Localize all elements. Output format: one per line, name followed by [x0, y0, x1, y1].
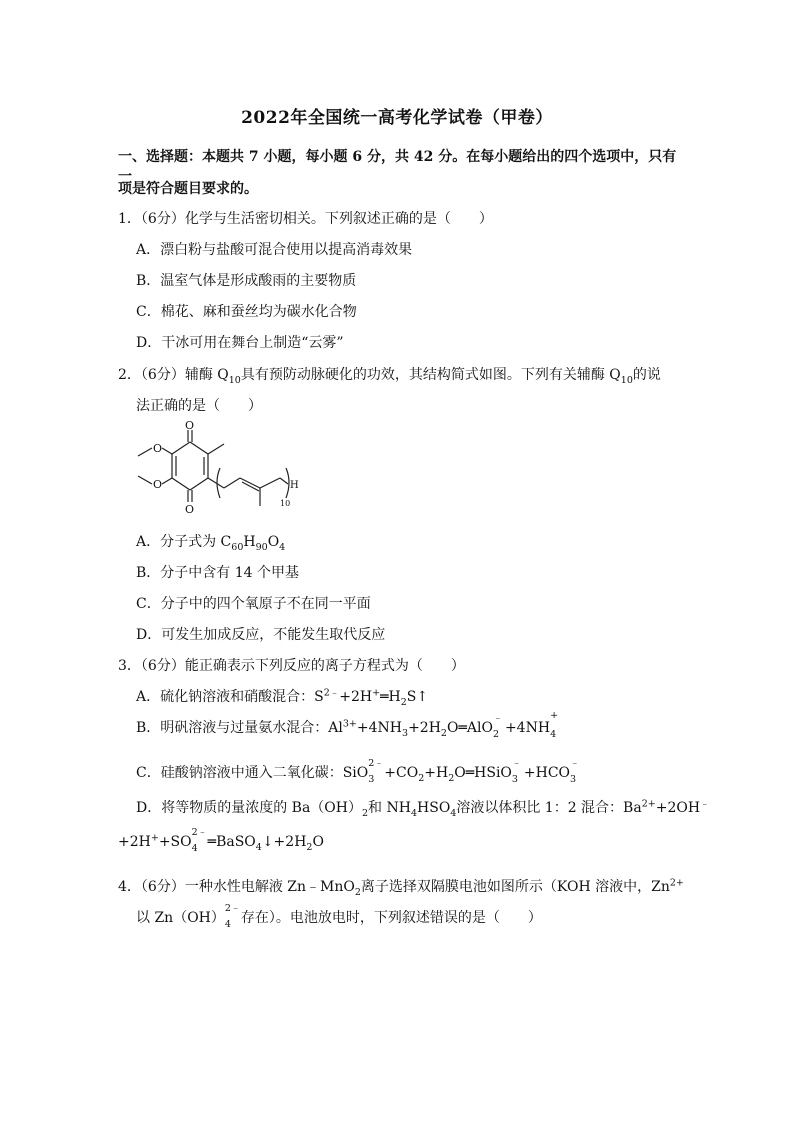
q3-option-a	[136, 686, 428, 706]
q3-c-mid4: +HCO	[523, 765, 571, 781]
q2-a-sub3: 4	[279, 541, 286, 553]
q3-a-sup2: +	[372, 687, 381, 699]
q4-stack	[224, 903, 241, 930]
q3-d2-sub: 4	[255, 841, 262, 853]
q3-d-text: D．将等物质的量浓度的 Ba（OH）	[136, 800, 362, 816]
q3-d2-sub2: 2	[306, 841, 313, 853]
q3-c-sub1: 2	[418, 772, 425, 784]
q3-c-stack2	[511, 758, 524, 785]
q3-c-stack1-bot: 3	[368, 774, 375, 785]
q3-a-mid2: ═H	[380, 689, 401, 705]
q2-sub: 10	[228, 374, 241, 386]
q3-d2-stack-bot: 4	[191, 843, 198, 854]
q3-c-stack3-top: ﹣	[570, 758, 580, 769]
q3-a-end: S↑	[406, 689, 429, 705]
q4-stack-bot: 4	[224, 919, 231, 930]
q3-option-b	[136, 710, 562, 740]
q3-a-mid: +2H	[339, 689, 373, 705]
q4-sup1: 2+	[669, 877, 684, 889]
q2-a-sub1: 60	[231, 541, 244, 553]
svg-text:O: O	[185, 503, 195, 516]
q4-sub1: 2	[354, 886, 361, 898]
q1-option-d: D．干冰可用在舞台上制造“云雾”	[136, 335, 344, 351]
q3-b-sub1: 3	[402, 727, 409, 739]
q4-stem-line2	[136, 903, 542, 930]
q3-a-sub: 2	[400, 696, 407, 708]
structure-repeat-count: 10	[280, 499, 291, 508]
q3-option-c	[136, 758, 582, 785]
q3-d-mid4: +2OH	[655, 800, 701, 816]
q2-option-c: C．分子中的四个氧原子不在同一平面	[136, 596, 371, 612]
q3-c-mid1: +CO	[384, 765, 419, 781]
q3-option-d-line2	[118, 827, 324, 854]
q1-option-a: A．漂白粉与盐酸可混合使用以提高消毒效果	[136, 242, 413, 258]
q3-b-mid2: +2H	[408, 720, 441, 736]
q3-c-stack3	[570, 758, 582, 785]
q3-c-stack1-top: 2﹣	[368, 758, 384, 769]
q2-stem-line2: 法正确的是（ ）	[136, 398, 262, 414]
q3-c-sub2: 2	[448, 772, 455, 784]
q2-stem	[118, 364, 661, 384]
q3-d-mid2: HSO	[417, 800, 451, 816]
section-header-line2: 项是符合题目要求的。	[118, 181, 258, 197]
q2-a-mid1: H	[243, 534, 256, 550]
q3-c-text: C．硅酸钠溶液中通入二氧化碳：SiO	[136, 765, 369, 781]
q3-a-text: A．硫化钠溶液和硝酸混合：S	[136, 689, 324, 705]
q4-line2-pre: 以 Zn（OH）	[136, 910, 225, 926]
structure-h-label: H	[290, 480, 299, 491]
svg-text:O: O	[153, 442, 163, 455]
q3-d-mid3: 溶液以体积比 1：2 混合：Ba	[456, 800, 642, 816]
q2-a-pre: A．分子式为 C	[136, 534, 232, 550]
q3-b-stack1-bot: 2	[492, 729, 499, 740]
q2-option-d: D．可发生加成反应，不能发生取代反应	[136, 627, 386, 643]
q3-d2-b: +SO	[158, 834, 192, 850]
q3-option-d	[136, 797, 710, 817]
q3-b-mid1: +4NH	[356, 720, 403, 736]
q2-stem-pre: 2．（6分）辅酶 Q	[118, 367, 229, 383]
q3-d2-e: O	[312, 834, 324, 850]
q1-option-b: B．温室气体是形成酸雨的主要物质	[136, 273, 357, 289]
q3-c-stack1	[368, 758, 384, 785]
q2-sub-2: 10	[620, 374, 633, 386]
q3-b-sub2: 2	[440, 727, 447, 739]
svg-text:O: O	[185, 420, 195, 432]
section-header-line1: 一、选择题：本题共 7 小题，每小题 6 分，共 42 分。在每小题给出的四个选项中，只有一	[118, 149, 677, 185]
q3-c-stack3-bot: 3	[570, 774, 577, 785]
q2-option-b: B．分子中含有 14 个甲基	[136, 565, 300, 581]
q3-c-stack2-bot: 3	[511, 774, 518, 785]
q3-d-sub2: 4	[410, 807, 418, 819]
q3-b-stack2	[550, 710, 562, 740]
q2-a-mid2: O	[267, 534, 280, 550]
q1-option-c: C．棉花、麻和蚕丝均为碳水化合物	[136, 304, 357, 320]
q3-c-stack2-top: ﹣	[511, 758, 522, 769]
q2-a-sub2: 90	[255, 541, 268, 553]
q1-stem: 1．（6分）化学与生活密切相关。下列叙述正确的是（ ）	[118, 211, 493, 227]
q3-b-stack2-bot: 4	[550, 729, 557, 740]
q3-d-mid1: 和 NH	[368, 800, 411, 816]
q3-d2-a: +2H	[118, 834, 151, 850]
q3-b-mid3: O═AlO	[446, 720, 493, 736]
q3-b-stack2-top: +	[550, 710, 559, 721]
svg-text:O: O	[153, 478, 163, 491]
q3-d2-stack	[191, 827, 208, 854]
q3-c-mid2: +H	[424, 765, 449, 781]
q4-stack-top: 2﹣	[224, 903, 241, 914]
q3-b-stack1	[492, 713, 505, 740]
q4-line2-post: 存在）。电池放电时，下列叙述错误的是（ ）	[240, 910, 542, 926]
q3-b-sup: 3+	[342, 718, 357, 730]
q3-stem: 3．（6分）能正确表示下列反应的离子方程式为（ ）	[118, 658, 465, 674]
q4-stem-pre: 4．（6分）一种水性电解液 Zn﹣MnO	[118, 879, 355, 895]
q3-d-sub3: 4	[450, 807, 457, 819]
q4-stem	[118, 876, 684, 896]
q3-b-stack1-top: ﹣	[492, 713, 503, 724]
q4-stem-mid: 离子选择双隔膜电池如图所示（KOH 溶液中，Zn	[360, 879, 670, 895]
q2-option-a	[136, 531, 285, 551]
q3-b-mid4: +4NH	[504, 720, 551, 736]
q3-c-mid3: O═HSiO	[454, 765, 512, 781]
q3-d2-sup: +	[150, 832, 159, 844]
coenzyme-q10-structure	[128, 420, 318, 520]
q3-d-sup2: ﹣	[700, 798, 710, 810]
q3-d2-d: ↓+2H	[261, 834, 307, 850]
q3-d2-stack-top: 2﹣	[191, 827, 208, 838]
q2-stem-post: 的说	[632, 367, 661, 383]
q3-b-text: B．明矾溶液与过量氨水混合：Al	[136, 720, 343, 736]
q2-stem-mid: 具有预防动脉硬化的功效，其结构简式如图。下列有关辅酶 Q	[240, 367, 621, 383]
q3-d2-c: ═BaSO	[207, 834, 256, 850]
q3-d-sup1: 2+	[641, 798, 656, 810]
q3-a-sup: 2﹣	[323, 687, 340, 699]
page-title: 2022年全国统一高考化学试卷（甲卷）	[241, 108, 553, 128]
q3-d-sub1: 2	[362, 807, 369, 819]
